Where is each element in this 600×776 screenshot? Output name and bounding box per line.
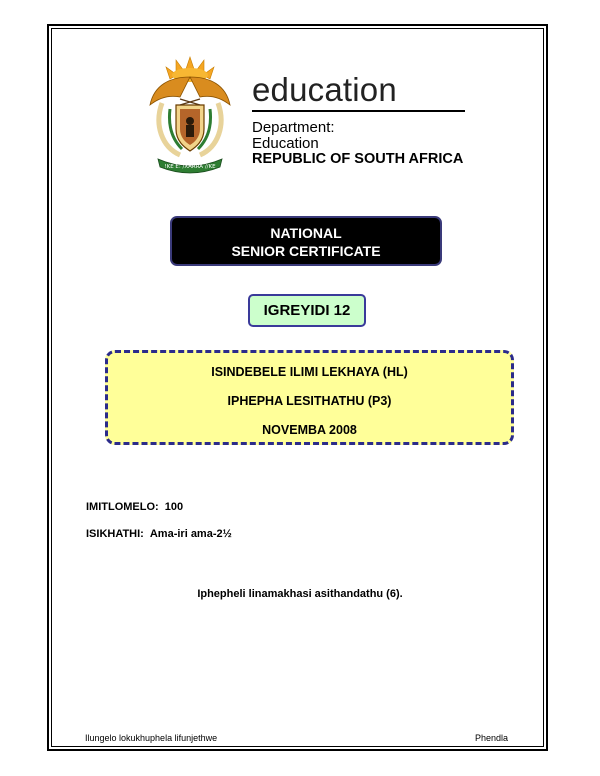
exam-date: NOVEMBA 2008 xyxy=(262,423,357,437)
time-label: ISIKHATHI: xyxy=(86,528,144,540)
marks-label: IMITLOMELO: xyxy=(86,501,159,513)
certificate-line-1: NATIONAL xyxy=(270,225,342,241)
subject-box xyxy=(105,350,514,445)
wordmark-rule xyxy=(252,110,465,112)
education-wordmark: education xyxy=(252,71,397,108)
marks-line xyxy=(86,501,183,513)
subject-title: ISINDEBELE ILIMI LEKHAYA (HL) xyxy=(211,365,408,379)
turn-over-footer: Phendla xyxy=(475,733,509,743)
department-name: Education xyxy=(252,135,319,152)
crest-motto: !KE E: /XARRA //KE xyxy=(164,164,216,170)
page-count-note: Iphepheli linamakhasi asithandathu (6). xyxy=(197,588,403,600)
time-line xyxy=(86,528,232,540)
time-value: Ama-iri ama-2½ xyxy=(149,528,232,540)
certificate-line-2: SENIOR CERTIFICATE xyxy=(231,243,381,259)
department-label: Department: xyxy=(252,119,335,136)
certificate-banner xyxy=(170,216,442,266)
grade-badge: IGREYIDI 12 xyxy=(248,294,366,327)
copyright-footer: Ilungelo lokukhuphela lifunjethwe xyxy=(85,733,218,743)
coat-of-arms-icon xyxy=(140,55,240,175)
paper-number: IPHEPHA LESITHATHU (P3) xyxy=(227,394,392,408)
country-name: REPUBLIC OF SOUTH AFRICA xyxy=(252,151,464,167)
marks-value: 100 xyxy=(164,501,184,513)
